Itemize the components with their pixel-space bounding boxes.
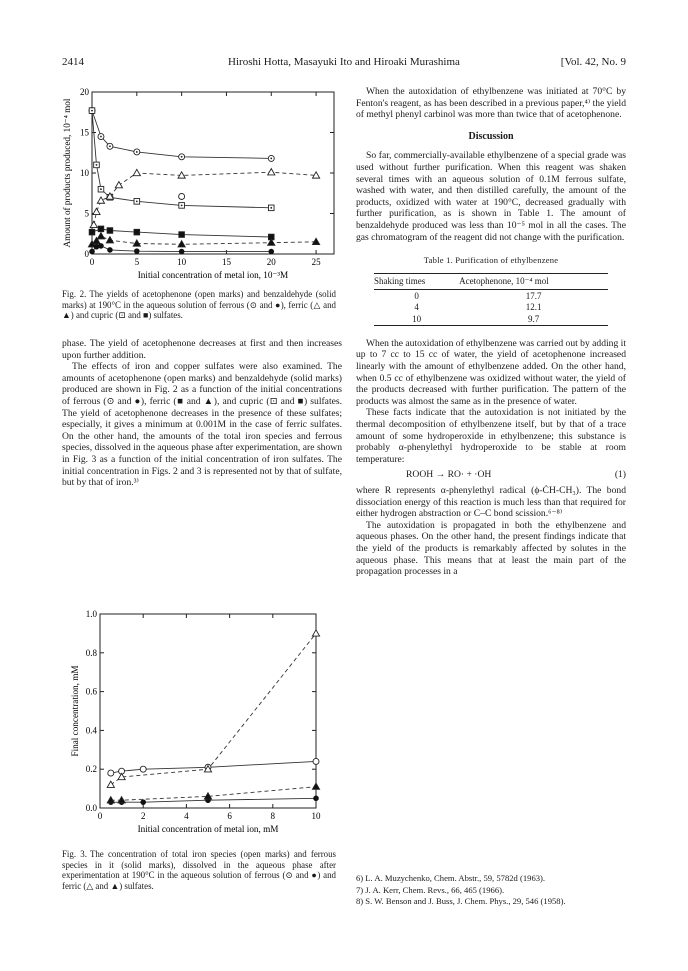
equation-number: (1) — [614, 469, 626, 481]
left-paragraph-2: The effects of iron and copper sulfates were also examined. The amounts of acetophenone (open marks) and benzaldehyde (solid marks) produced are shown in Fig. 2 as a function of the initial concentrations of ferrous (⊙ and ●), ferric (■ and ▲), and cupric (⊡ and ■) sulfates. The yield of acetophenone decreases in the presence of these sulfates; especially, it gives a minimum at 0.001M in the case of ferric sulfates. On the other hand, the amounts of the total iron species and ferrous species, dissolved in the aqueous phase after experimentation, are shown in Fig. 3 as a function of the initial concentration of iron sulfates. The initial concentration in Figs. 2 and 3 is represented not by that of sulfate, but by that of iron.³⁾ — [62, 361, 342, 489]
data-point-dot — [136, 151, 138, 153]
data-point — [93, 208, 100, 214]
series-line — [111, 787, 316, 801]
data-point-dot — [181, 156, 183, 158]
data-point-dot — [100, 136, 102, 138]
data-point — [97, 233, 104, 239]
series-line — [94, 172, 316, 225]
y-tick-label: 20 — [80, 87, 89, 97]
data-point-dot — [181, 205, 183, 207]
y-tick-label: 15 — [80, 127, 89, 138]
section-heading-discussion: Discussion — [468, 130, 514, 142]
data-point — [115, 182, 122, 188]
x-axis-label: Initial concentration of metal ion, mM — [137, 824, 279, 834]
x-tick-label: 4 — [184, 811, 189, 821]
data-point — [89, 249, 95, 255]
table-1 — [374, 255, 608, 326]
series-line — [92, 236, 316, 244]
table-header-cell: Acetophenone, 10⁻⁴ mol — [459, 273, 608, 290]
table-cell: 17.7 — [525, 290, 542, 301]
figure-2-label: Fig. 2. — [62, 289, 87, 299]
data-point — [133, 240, 140, 246]
data-point — [107, 781, 114, 787]
y-tick-label: 0.6 — [85, 686, 97, 697]
page-number: 2414 — [62, 56, 84, 68]
right-paragraph-3: When the autoxidation of ethylbenzene was carried out by adding it up to 7 cc to 15 cc of water, the yield of acetophenone increased linearly with the amount of ethylbenzene added. On the other hand, when 0.5 cc of ethylbenzene was oxidized without water, the yield of the products decreased with further purification. The pattern of the products was almost the same as in the presence of water. — [356, 337, 627, 407]
data-point — [312, 630, 319, 636]
figure-2-caption — [62, 289, 336, 321]
x-axis-label: Initial concentration of metal ion, 10⁻³M — [137, 270, 289, 280]
data-point — [268, 249, 274, 255]
table-row — [374, 290, 608, 302]
y-tick-label: 0.4 — [85, 725, 97, 736]
reference-item: 7) J. A. Kerr, Chem. Revs., 66, 465 (1966). — [356, 884, 505, 895]
data-point — [140, 799, 146, 805]
data-point — [97, 197, 104, 203]
figure-3-caption-text: The concentration of total iron species (open marks) and ferrous species in it (solid marks), dissolved in the aqueous phase after experimentation at 190°C in the aqueous solution of ferrous (⊙ and ●) and ferric (△ and ▲) sulfates. — [62, 849, 336, 891]
x-tick-label: 5 — [134, 257, 140, 267]
y-axis-label: Amount of products produced, 10⁻⁴ mol — [62, 98, 72, 248]
right-paragraph-1: When the autoxidation of ethylbenzene was initiated at 70°C by Fenton's reagent, as has been described in a previous paper,⁴⁾ the yield of methyl phenyl carbinol was more than twice that of acetophenone. — [356, 86, 626, 121]
x-tick-label: 20 — [266, 257, 276, 267]
y-axis-label: Final concentration, mM — [70, 665, 80, 757]
x-tick-label: 6 — [227, 811, 232, 821]
data-point — [179, 232, 185, 238]
data-point — [134, 248, 140, 254]
x-tick-label: 15 — [221, 257, 231, 267]
y-tick-label: 5 — [84, 208, 89, 219]
figure-2-caption-text: The yields of acetophenone (open marks) and benzaldehyde (solid marks) at 190°C in the aqueous solution of ferrous (⊙ and ●), ferric (△ and ▲) and cupric (⊡ and ■) sulfates. — [62, 289, 336, 321]
table-cell: 9.7 — [459, 313, 608, 325]
data-point — [140, 766, 146, 772]
data-point — [179, 193, 185, 199]
table-header-row — [374, 273, 608, 290]
data-point — [179, 249, 185, 255]
figure-3-caption — [62, 849, 336, 891]
table-row — [374, 313, 608, 325]
table-row — [374, 302, 608, 314]
x-tick-label: 2 — [140, 811, 146, 821]
x-tick-label: 10 — [177, 257, 187, 267]
x-tick-label: 8 — [270, 811, 276, 821]
table-cell: 0 — [414, 290, 419, 301]
data-point-dot — [100, 188, 102, 190]
series-line — [111, 633, 316, 784]
right-paragraph-5: where R represents α-phenylethyl radical (ϕ-ĊH-CH₃). The bond dissociation energy of this reaction is much less than that required for either hydrogen abstraction or C–C bond scission.⁶⁻⁸⁾ — [356, 484, 626, 520]
y-tick-label: 1.0 — [85, 609, 97, 619]
data-point — [98, 226, 104, 232]
table-header-cell: Shaking times — [374, 273, 459, 290]
y-tick-label: 10 — [80, 168, 89, 178]
figure-3-label: Fig. 3. — [62, 849, 87, 859]
data-point-dot — [270, 207, 272, 209]
data-point — [313, 796, 319, 802]
left-column — [62, 338, 342, 489]
data-point — [98, 243, 104, 249]
y-tick-label: 0 — [84, 249, 89, 259]
data-point-dot — [96, 164, 98, 166]
right-column — [356, 86, 626, 578]
running-header — [62, 56, 626, 70]
reference-item: 8) S. W. Benson and J. Buss, J. Chem. Phys., 29, 546 (1958). — [356, 896, 566, 907]
data-point — [90, 221, 97, 227]
table-cell: 12.1 — [525, 302, 542, 313]
data-point — [106, 237, 113, 243]
table-cell: 10 — [374, 313, 459, 325]
running-authors: Hiroshi Hotta, Masayuki Ito and Hiroaki Murashima — [228, 56, 460, 68]
data-point — [89, 229, 95, 235]
figure-2-chart — [56, 86, 346, 282]
left-paragraph-1: phase. The yield of acetophenone decreases at first and then increases upon further addition. — [62, 338, 342, 361]
series-line — [92, 111, 271, 159]
right-paragraph-4: These facts indicate that the autoxidation is not initiated by the thermal decomposition of ethylbenzene itself, but by that of a trace amount of some hydroperoxide in ethylbenzene; this substance is probably α-phenylethyl hydroperoxide to be stable at room temperature: — [356, 407, 626, 465]
x-tick-label: 10 — [311, 811, 321, 821]
plot-frame — [100, 614, 316, 808]
data-point-dot — [136, 200, 138, 202]
references — [356, 872, 626, 908]
equation-text: ROOH → RO· + ·OH — [406, 469, 492, 481]
data-point — [313, 758, 319, 764]
equation-1 — [356, 465, 626, 485]
reference-item: 6) L. A. Muzychenko, Chem. Abstr., 59, 5782d (1963). — [356, 873, 546, 883]
data-point — [134, 229, 140, 235]
table-cell: 4 — [414, 302, 419, 313]
figure-3-chart — [60, 606, 330, 842]
right-paragraph-6: The autoxidation is propagated in both the ethylbenzene and aqueous phases. On the other hand, the present findings indicate that the yield of the products is remarkably affected by solutes in the aqueous phase. This means that at least the main part of the propagation processes in a — [356, 519, 626, 578]
data-point — [107, 247, 113, 253]
table-1-grid — [374, 273, 608, 326]
x-tick-label: 0 — [89, 257, 95, 267]
data-point — [312, 238, 319, 244]
plot-frame — [92, 92, 334, 254]
y-tick-label: 0.2 — [85, 764, 97, 775]
x-tick-label: 0 — [97, 811, 103, 821]
data-point — [108, 770, 114, 776]
y-tick-label: 0.0 — [85, 803, 97, 813]
data-point-dot — [91, 110, 93, 112]
data-point-dot — [109, 145, 111, 147]
right-paragraph-2: So far, commercially-available ethylbenzene of a special grade was used without further purification. When this reagent was shaken several times with an aqueous solution of 0.1M ferrous sulfate, washed with water, and then distilled carefully, the amount of the products, oxidized with water at 190°C, decreased gradually with further purification, as is shown in Table 1. The amount of benzaldehyde produced was less than 10⁻⁵ mol in all the cases. The gas chromatogram of the reagent did not change with the purification. — [356, 150, 626, 243]
data-point-dot — [270, 158, 272, 160]
data-point — [268, 169, 275, 175]
y-tick-label: 0.8 — [85, 647, 97, 658]
data-point — [107, 228, 113, 234]
x-tick-label: 25 — [311, 257, 321, 267]
data-point — [312, 783, 319, 789]
table-1-title: Table 1. Purification of ethylbenzene — [423, 255, 559, 266]
volume-issue: [Vol. 42, No. 9 — [560, 56, 626, 68]
data-point — [133, 169, 140, 175]
